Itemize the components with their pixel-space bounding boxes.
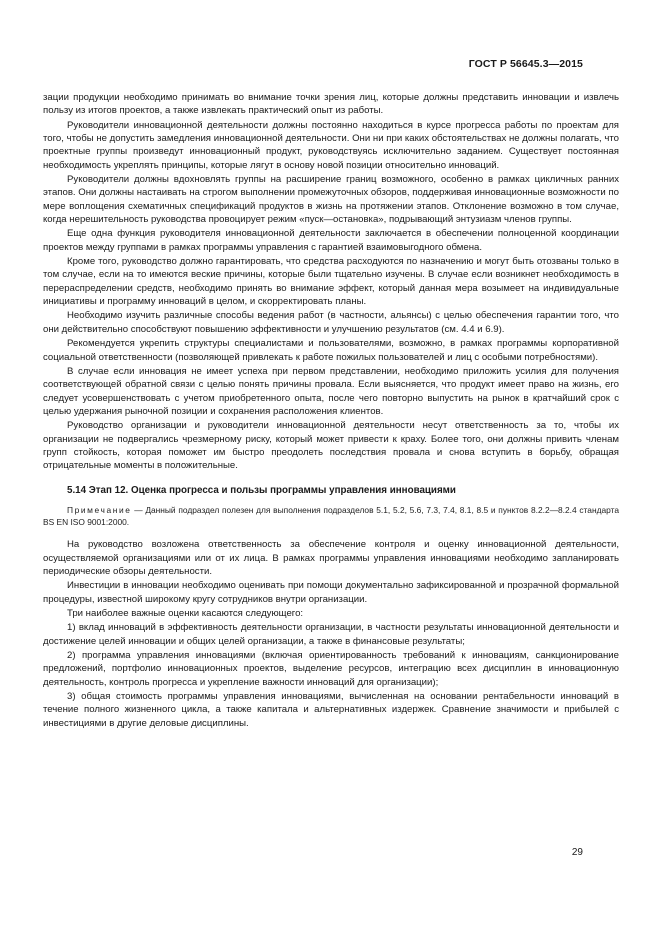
paragraph: Рекомендуется укрепить структуры специалистами и пользователями, возможно, в рамках программы корпоративной социальной ответственности (позволяющей привлекать к работе пожилых пользователей и лиц с особыми потребностями). [43,338,619,363]
paragraph: Кроме того, руководство должно гарантировать, что средства расходуются по назначению и могут быть отозваны только в том случае, если на то имеются веские причины, которые были тщательно изучены. В случае если возникнет необходимость в перераспределении средств, необходимо принять во внимание эффект, который данная мера возымеет на индивидуальные инициативы и программу инноваций в целом, и скорректировать планы. [43,256,619,308]
paragraph: Руководители должны вдохновлять группы на расширение границ возможного, особенно в рамках цикличных ранних этапов. Они должны настаивать на строгом выполнении промежуточных обзоров, поддерживая инновационные возможности по мере воплощения схематичных спецификаций продуктов в жизнь на протяжении этапов. Отклонение возможно в том случае, когда нерешительность руководства провоцирует режим «пуск—остановка», подрывающий энтузиазм членов группы. [43,174,619,226]
document-header: ГОСТ Р 56645.3—2015 [468,58,583,70]
note-text: — Данный подраздел полезен для выполнения подразделов 5.1, 5.2, 5.6, 7.3, 7.4, 8.1, 8.5 и пунктов 8.2.2—8.2.4 стандарта BS EN ISO 9001:2000. [43,505,619,527]
page-body [43,91,619,730]
note [43,505,619,528]
paragraph: Еще одна функция руководителя инновационной деятельности заключается в обеспечении полноценной координации проектов между группами в рамках программы управления с гарантией взаимовыгодного обмена. [43,228,619,253]
paragraph: Инвестиции в инновации необходимо оценивать при помощи документально зафиксированной и прозрачной формальной процедуры, известной широкому кругу сотрудников внутри организации. [43,580,619,605]
paragraph: В случае если инновация не имеет успеха при первом представлении, необходимо приложить усилия для получения соответствующей обратной связи с целью понять причины провала. Если выясняется, что продукт имеет право на жизнь, его следует усовершенствовать с учетом приобретенного опыта, после чего повторно выпустить на рынок в кратчайший срок с целью удержания рыночной позиции и сохранения расположения клиентов. [43,365,619,417]
list-item: 3) общая стоимость программы управления инновациями, вычисленная на основании рентабельности инноваций в течение полного жизненного цикла, а также капитала и альтернативных издержек. Сравнение значимости и прибылей с инвестициями в другие деловые дисциплины. [43,690,619,729]
paragraph: Руководство организации и руководители инновационной деятельности несут ответственность за то, чтобы их организации не подвергались чрезмерному риску, который может привести к краху. Более того, они должны привить членам групп стойкость, которая поможет им быстро преодолеть последствия провала и снова вступить в борьбу, обращая отрицательные моменты в положительные. [43,420,619,472]
list-item: 1) вклад инноваций в эффективность деятельности организации, в частности результаты инновационной деятельности и достижение целей инновации и общих целей организации, а также в финансовые результаты; [43,622,619,647]
note-label: Примечание [67,505,132,516]
list-item: 2) программа управления инновациями (включая ориентированность требований к инновациям, санкционирование предложений, портфолио инновационных проектов, выделение ресурсов, интеграцию всех дисциплин в инновационную деятельность, контроль прогресса и укрепление важности инноваций для организации); [43,649,619,688]
section-heading: 5.14 Этап 12. Оценка прогресса и пользы программы управления инновациями [67,484,456,496]
paragraph: Необходимо изучить различные способы ведения работ (в частности, альянсы) с целью обеспечения гарантии того, что они действительно способствуют повышению эффективности и улучшению результатов (см. 4.4 и 6.9). [43,310,619,335]
page-number: 29 [571,847,583,858]
paragraph: Руководители инновационной деятельности должны постоянно находиться в курсе прогресса работы по проектам для того, чтобы не допустить замедления инновационной деятельности. Они ни при каких обстоятельствах не должны полагать, что проектные группы произведут инновационный продукт, руководствуясь исключительно заданием. Существует постоянная необходимость укреплять принципы, которые лягут в основу новой позиции относительно инноваций. [43,119,619,171]
paragraph: зации продукции необходимо принимать во внимание точки зрения лиц, которые должны представить инновации и извлечь пользу из итогов проектов, а также извлекать практический опыт из работы. [43,92,619,117]
paragraph: На руководство возложена ответственность за обеспечение контроля и оценку инновационной деятельности, осуществляемой организациями или от их лица. В рамках программы управления инновациями необходимо запланировать периодические обзоры деятельности. [43,539,619,578]
paragraph: Три наиболее важные оценки касаются следующего: [67,607,304,619]
